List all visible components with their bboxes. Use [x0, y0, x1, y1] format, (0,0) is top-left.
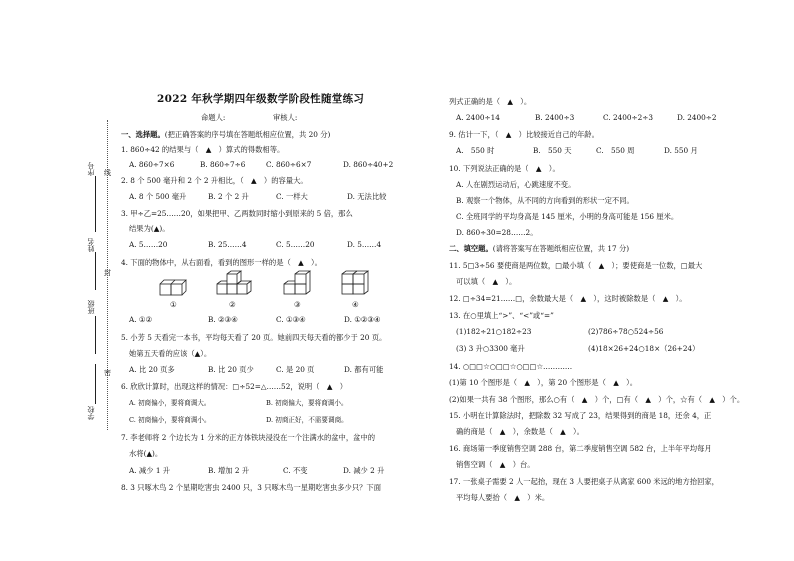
school-line: [95, 364, 96, 404]
page-title: 2022 年秋学期四年级数学阶段性随堂练习: [157, 93, 365, 105]
q4-option-b: B. ②③④: [208, 315, 238, 324]
question-3-line2: 结果为(▲)。: [129, 224, 170, 233]
seat-number-label: 序号: [87, 162, 95, 176]
question-8-line1: 8. 3 只啄木鸟 2 个星期吃害虫 2400 只，3 只啄木鸟一星期吃害虫多少只？下面: [121, 483, 382, 492]
q1-option-d: D. 860÷40+2: [343, 160, 394, 169]
seal-char-line: 线: [104, 169, 111, 177]
q4-option-c: C. ①③④: [276, 315, 306, 324]
question-14-stem: 14. ○□□☆○□□☆○□□☆…………: [449, 362, 573, 371]
author-label: 命题人:: [201, 113, 226, 122]
question-14-part1: (1)第 10 个图形是（ ▲ ），第 20 个图形是（ ▲ ）。: [449, 378, 638, 387]
question-8-line2: 列式正确的是（ ▲ ）。: [449, 97, 532, 106]
cube-figure-4: [340, 270, 370, 298]
q9-option-c: C. 550 周: [596, 146, 635, 155]
section1-heading: [121, 130, 330, 139]
q6-option-d: D. 初商正好，不需要调商。: [266, 416, 348, 424]
question-15-line2: 确的商是（ ▲ ），余数是（ ▲ ）。: [456, 427, 584, 436]
q1-option-a: A. 860÷7×6: [129, 160, 175, 169]
q10-option-b: B. 观察一个物体，从不同的方向看到的形状一定不同。: [456, 196, 634, 205]
q2-option-a: A. 8 个 500 毫升: [129, 192, 187, 201]
q3-option-b: B. 25……4: [208, 240, 247, 249]
cube-figure-2: [215, 270, 251, 298]
q8-option-b: B. 2400÷3: [535, 113, 575, 122]
seal-char-dense: 密: [104, 369, 111, 377]
q7-option-b: B. 增加 2 升: [208, 466, 250, 475]
question-12: 12. □÷34=21……□，余数最大是（ ▲ ），这时被除数是（ ▲ ）。: [449, 294, 687, 303]
q10-option-d: D. 860÷30=28……2。: [456, 228, 538, 237]
section2-title: 二、填空题。: [449, 244, 493, 253]
reviewer-label: 审核人:: [273, 113, 298, 122]
q2-option-d: D. 无法比较: [347, 192, 387, 201]
question-7-line2: 水将(▲)。: [129, 449, 163, 458]
q6-option-a: A. 初商偏小，要将商调大。: [129, 399, 211, 407]
q5-option-d: D. 都有可能: [344, 365, 384, 374]
question-16-line1: 16. 商场第一季度销售空调 288 台，第二季度销售空调 582 台，上半年平均每月: [449, 444, 712, 453]
q10-option-a: A. 人在剧烈运动后，心跳速度不变。: [456, 180, 576, 189]
question-13-stem: 13. 在○里填上“>”、“<”或“=”: [449, 311, 554, 320]
q3-option-c: C. 5……20: [276, 240, 315, 249]
q7-option-d: D. 减少 2 升: [343, 466, 385, 475]
class-label: 班级: [87, 300, 95, 314]
name-label: 姓名: [87, 238, 95, 252]
question-7-line1: 7. 李老师将 2 个边长为 1 分米的正方体铁块浸没在一个注满水的盆中，盆中的: [121, 433, 376, 442]
q5-option-b: B. 比 20 页少: [208, 365, 254, 374]
q13-item-4: (4)18×26+24○18×（26+24）: [588, 344, 700, 353]
q9-option-b: B. 550 天: [533, 146, 572, 155]
question-17-line1: 17. 一张桌子需要 2 人一起抬，现在 3 人要把桌子从离家 600 米远的地方抬回家，: [449, 477, 719, 486]
q4-option-a: A. ①②: [129, 315, 152, 324]
q2-option-b: B. 2 个 2 升: [208, 192, 249, 201]
q10-option-c: C. 全班同学的平均身高是 145 厘米，小明的身高可能是 156 厘米。: [456, 212, 679, 221]
figure-label-2: ②: [229, 300, 236, 309]
seal-char-seal: 封: [104, 269, 111, 277]
q5-option-c: C. 是 20 页: [276, 365, 315, 374]
q8-option-d: D. 2400÷2: [677, 113, 717, 122]
q7-option-a: A. 减少 1 升: [129, 466, 171, 475]
q9-option-a: A. 550 时: [456, 146, 495, 155]
section1-title: 一、选择题。: [121, 130, 165, 139]
cube-figure-1: [158, 274, 188, 298]
q1-option-b: B. 860÷7÷6: [200, 160, 246, 169]
figure-label-1: ①: [170, 300, 177, 309]
question-11-line2: 可以填（ ▲ ）。: [456, 277, 517, 286]
question-17-line2: 平均每人要抬（ ▲ ）米。: [456, 493, 550, 502]
figure-label-3: ③: [294, 300, 301, 309]
question-3-line1: 3. 甲÷乙=25……20，如果把甲、乙两数同时缩小到原来的 5 倍，那么: [121, 209, 353, 218]
question-15-line1: 15. 小明在计算除法时，把除数 32 写成了 23，结果得到的商是 18，还余 4，正: [449, 411, 712, 420]
q6-option-c: C. 初商偏小，要将商调小。: [129, 416, 211, 424]
q6-option-b: B. 初商偏大，要将商调小。: [266, 399, 348, 407]
section2-heading: [449, 244, 629, 253]
question-4-stem: 4. 下面的物体中，从右面看，看到的图形一样的是（ ▲ ）。: [121, 258, 322, 267]
q2-option-c: C. 一样大: [276, 192, 308, 201]
question-2-stem: 2. 8 个 500 毫升和 2 个 2 升相比，（ ▲ ）的容量大。: [121, 176, 308, 185]
cube-figure-3: [282, 270, 312, 298]
class-line: [95, 316, 96, 354]
q13-item-3: (3) 3 升○3300 毫升: [456, 344, 525, 353]
question-1-stem: 1. 860÷42 的结果与（ ▲ ）算式的得数相等。: [121, 145, 285, 154]
q1-option-c: C. 860÷6×7: [266, 160, 312, 169]
question-5-line2: 她第五天看的应该（▲）。: [129, 349, 212, 358]
question-14-part2: (2)如果一共有 38 个图形，那么○有（ ▲ ）个，□有（ ▲ ）个，☆有（ ▲ ）个。: [449, 395, 745, 404]
figure-label-4: ④: [352, 300, 359, 309]
q8-option-a: A. 2400÷14: [456, 113, 500, 122]
q5-option-a: A. 比 20 页多: [129, 365, 175, 374]
q8-option-c: C. 2400÷2÷3: [603, 113, 654, 122]
q13-item-2: (2)786÷78○524÷56: [588, 327, 664, 336]
name-line: [95, 252, 96, 290]
question-9-stem: 9. 估计一下，（ ▲ ）比较接近自己的年龄。: [449, 130, 599, 139]
question-10-stem: 10. 下列说法正确的是（ ▲ ）。: [449, 164, 560, 173]
q9-option-d: D. 550 月: [664, 146, 698, 155]
seat-number-line: [95, 176, 96, 232]
section1-note: (把正确答案的序号填在答题纸相应位置，共 20 分): [164, 130, 331, 139]
question-6-stem: 6. 欣欣计算时，出现这样的情况：□÷52=△……52，说明（ ▲ ）: [121, 382, 348, 391]
q3-option-d: D. 5……4: [347, 240, 382, 249]
question-16-line2: 销售空调（ ▲ ）台。: [456, 460, 535, 469]
q4-option-d: D. ①②③④: [344, 315, 381, 324]
school-label: 学校: [87, 406, 95, 420]
question-11-line1: 11. 5□3÷56 要使商是两位数，□最小填（ ▲ ）；要使商是一位数，□最大: [449, 261, 703, 270]
q13-item-1: (1)182÷21○182÷23: [456, 327, 532, 336]
question-5-line1: 5. 小芳 5 天看完一本书，平均每天看了 20 页。她前四天每天看的都少于 20 页。: [121, 333, 387, 342]
q7-option-c: C. 不变: [283, 466, 308, 475]
q3-option-a: A. 5……20: [129, 240, 168, 249]
section2-note: (请将答案写在答题纸相应位置，共 17 分): [492, 244, 630, 253]
